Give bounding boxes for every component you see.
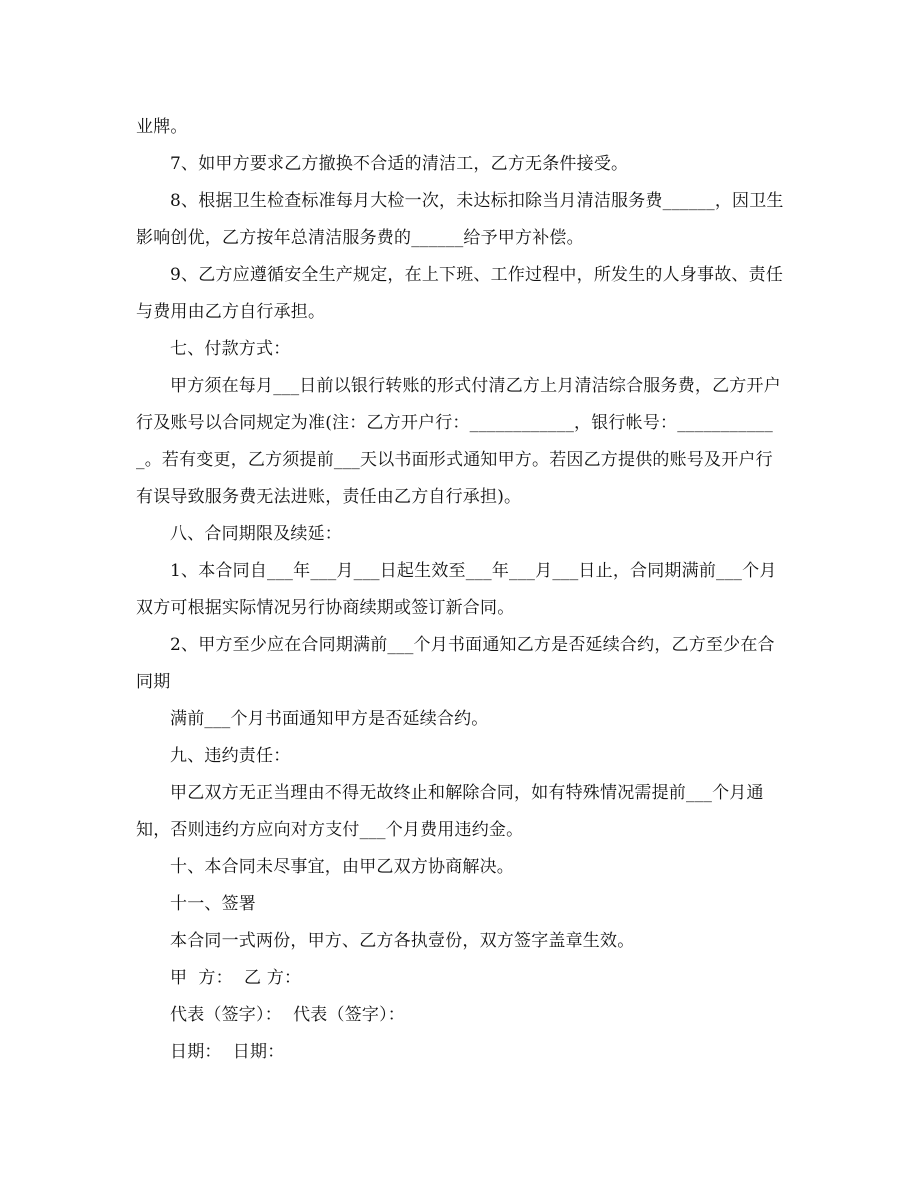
clause-8: 8、根据卫生检查标准每月大检一次，未达标扣除当月清洁服务费______，因卫生影响创优，乙方按年总清洁服务费的______给予甲方补偿。	[136, 191, 784, 248]
term-clause-2: 2、甲方至少应在合同期满前___个月书面通知乙方是否延续合约，乙方至少在合同期	[136, 635, 775, 692]
section-heading-payment: 七、付款方式：	[170, 339, 291, 359]
clause-7: 7、如甲方要求乙方撤换不合适的清洁工，乙方无条件接受。	[170, 154, 629, 174]
section-misc: 十、本合同未尽事宜，由甲乙双方协商解决。	[170, 857, 514, 877]
signing-clause: 本合同一式两份，甲方、乙方各执壹份，双方签字盖章生效。	[170, 931, 635, 951]
term-clause-1: 1、本合同自___年___月___日起生效至___年___月___日止，合同期满前___个月双方可根据实际情况另行协商续期或签订新合同。	[136, 561, 777, 618]
section-heading-signing: 十一、签署	[170, 894, 256, 914]
term-clause-2-continued: 满前___个月书面通知甲方是否延续合约。	[170, 709, 489, 729]
paragraph-continuation: 业牌。	[136, 117, 188, 137]
signature-representatives: 代表（签字）： 代表（签字）：	[170, 1005, 406, 1025]
signature-parties: 甲 方： 乙 方：	[170, 968, 302, 988]
section-heading-breach: 九、违约责任：	[170, 746, 291, 766]
clause-9: 9、乙方应遵循安全生产规定，在上下班、工作过程中，所发生的人身事故、责任与费用由乙方自行承担。	[136, 265, 784, 322]
signature-dates: 日期： 日期：	[170, 1042, 285, 1062]
breach-clause: 甲乙双方无正当理由不得无故终止和解除合同，如有特殊情况需提前___个月通知，否则违约方应向对方支付___个月费用违约金。	[136, 783, 764, 840]
contract-body	[136, 109, 784, 1071]
payment-terms: 甲方须在每月___日前以银行转账的形式付清乙方上月清洁综合服务费，乙方开户行及账号以合同规定为准(注：乙方开户行：____________，银行帐号：____________。若有变更，乙方须提前___天以书面形式通知甲方。若因乙方提供的账号及开户行有误导致服务费无法进账，责任由乙方自行承担)。	[136, 376, 781, 507]
section-heading-term: 八、合同期限及续延：	[170, 524, 342, 544]
